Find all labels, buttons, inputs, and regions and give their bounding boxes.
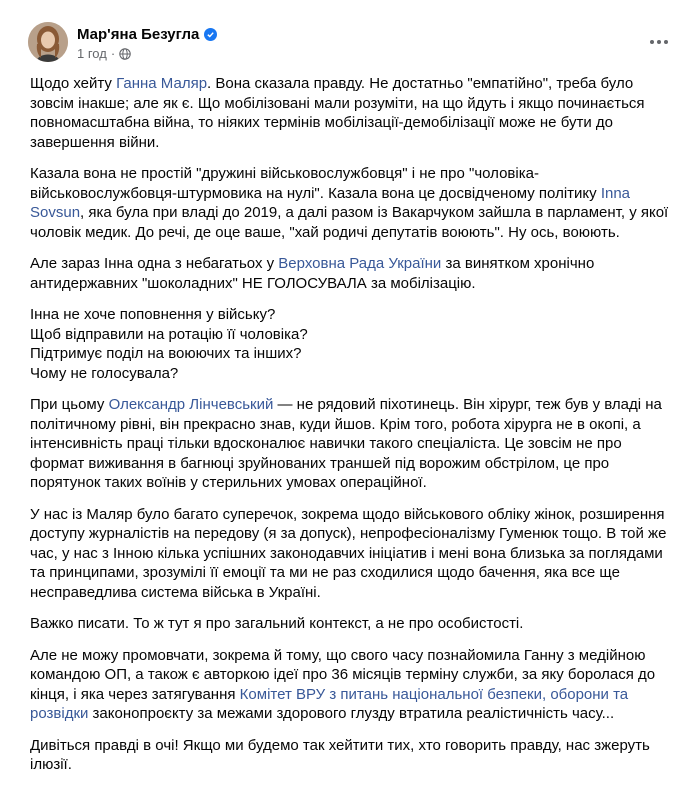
verified-badge-icon: [204, 28, 217, 41]
author-name-row: [77, 26, 217, 43]
text-run: Але зараз Інна одна з небагатьох у: [30, 255, 279, 272]
mention-link[interactable]: Inna Sovsun: [30, 184, 631, 221]
paragraph-8: [30, 646, 670, 724]
paragraph-2: [30, 164, 670, 242]
text-run: Щодо хейту: [30, 75, 117, 92]
text-run: , яка була при владі до 2019, а далі разом із Вакарчуком зайшла в парламент, у якої чоловік медик. До речі, де оце ваше, "хай родичі депутатів воюють". Ну ось, воюють.: [30, 204, 669, 241]
paragraph-6: [30, 505, 670, 603]
paragraph-4: [30, 305, 670, 383]
avatar-portrait-icon: [28, 22, 68, 62]
mention-link[interactable]: Комітет ВРУ з питань національної безпеки, оборони та розвідки: [30, 685, 629, 722]
text-run: Важко писати. То ж тут я про загальний контекст, а не про особистості.: [30, 615, 524, 632]
author-avatar[interactable]: [28, 22, 68, 62]
post-time[interactable]: 1 год: [77, 46, 107, 61]
mention-link[interactable]: Олександр Лінчевський: [108, 396, 274, 413]
paragraph-9: [30, 736, 670, 775]
question-line: Чому не голосувала?: [30, 364, 179, 382]
paragraph-3: [30, 254, 670, 293]
question-line: Підтримує поділ на воюючих та інших?: [30, 345, 302, 362]
text-run: Але не можу промовчати, зокрема й тому, що свого часу познайомила Ганну з медійною командою ОП, а також є авторкою ідеї про 36 місяців терміну служби, за яку боролася до кінця, і яка через затягування: [30, 646, 656, 703]
mention-link[interactable]: Верховна Рада України: [278, 255, 442, 272]
text-run: Казала вона не простій "дружині військовослужбовця" і не про "чоловіка-військовослужбовця-штурмовика на нулі". Казала вона це досвідченому політику: [30, 165, 601, 202]
paragraph-7: [30, 614, 670, 634]
paragraph-5: [30, 395, 670, 493]
text-run: У нас із Маляр було багато суперечок, зокрема щодо військового обліку жінок, розширення доступу журналістів на передову (я за допуск), непрофесіоналізму Гуменюк тощо. В той же час, у нас з Інною кілька успішних законодавчих ініціатив і мені вона близька за поглядами та принципами, зрозумілі її емоції та ми не раз сходилися щодо бачення, яка все ще несправедлива система війська в Україні.: [30, 505, 667, 601]
more-options-icon[interactable]: [644, 30, 674, 54]
post-text: [30, 74, 670, 787]
text-run: законопроєкту за межами здорового глузду втратила реалістичність часу...: [88, 705, 615, 722]
text-run: — не рядовий піхотинець. Він хірург, теж був у владі на політичному рівні, він прекрасно знав, куди йшов. Крім того, робота хірурга не в окопі, а інтенсивність праці тільки вдосконалює навички такого спеціаліста. Це зовсім не про формат виживання в багнюці зруйнованих траншей під ворожим обстрілом, це про порятунок таких воїнів у стерильних умовах операційної.: [30, 396, 662, 491]
question-line: Щоб відправили на ротацію її чоловіка?: [30, 325, 308, 343]
question-line: Інна не хоче поповнення у війську?: [30, 306, 276, 323]
globe-icon: [119, 48, 131, 60]
text-run: . Вона сказала правду. Не достатньо "емпатійно", треба було зовсім інакше; але як є. Що мобілізовані мали розуміти, на що йдуть і якщо починається повномасштабна війна, то ніяких термінів мобілізації-демобілізації може не бути до завершення війни.: [30, 75, 645, 151]
post-meta: [77, 46, 131, 61]
text-run: При цьому: [30, 396, 109, 413]
paragraph-1: [30, 74, 670, 152]
author-name[interactable]: Мар'яна Безугла: [77, 26, 200, 43]
meta-separator: ·: [110, 46, 116, 61]
text-run: за винятком хронічно антидержавних "шоколадних" НЕ ГОЛОСУВАЛА за мобілізацію.: [30, 255, 595, 292]
text-run: Дивіться правді в очі! Якщо ми будемо так хейтити тих, хто говорить правду, нас зжеруть ілюзії.: [30, 736, 650, 773]
post-header: [0, 0, 695, 66]
mention-link[interactable]: Ганна Маляр: [116, 75, 208, 92]
